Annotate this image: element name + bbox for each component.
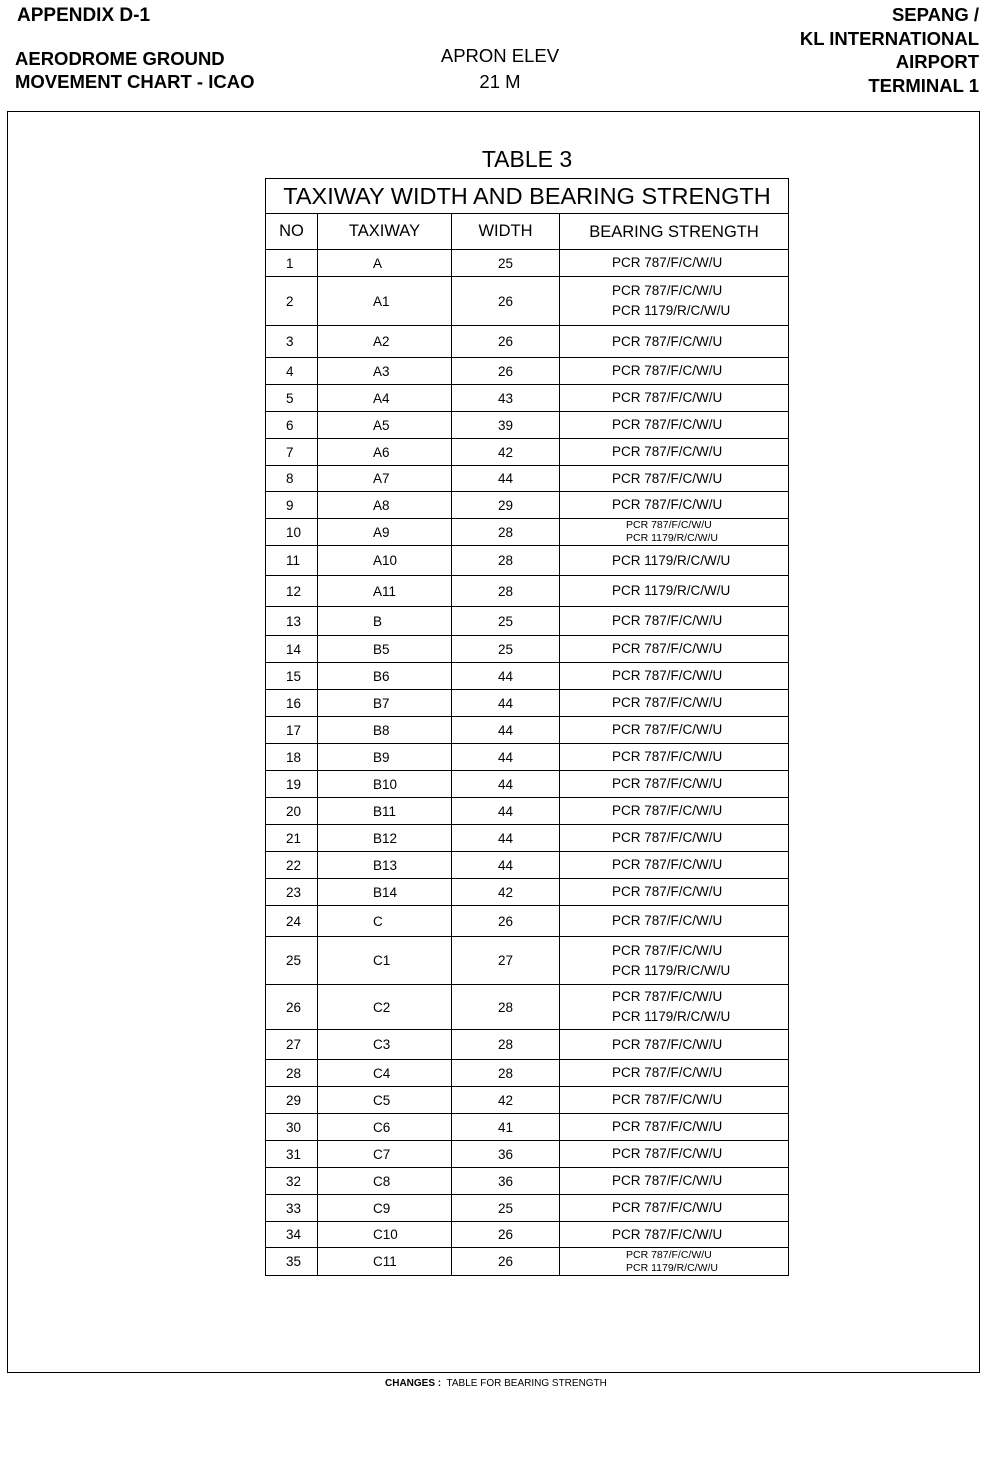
cell-no: 8 [266, 466, 318, 491]
bearing-strength-value: PCR 787/F/C/W/U [612, 1065, 723, 1080]
cell-taxiway: C [318, 906, 452, 936]
cell-taxiway: A11 [318, 576, 452, 606]
cell-width: 28 [452, 985, 560, 1029]
cell-width: 26 [452, 1222, 560, 1247]
cell-bearing-strength [560, 439, 788, 465]
cell-taxiway: C6 [318, 1114, 452, 1140]
table-row [266, 879, 788, 906]
cell-no: 10 [266, 519, 318, 545]
cell-taxiway: A8 [318, 492, 452, 518]
cell-taxiway: C8 [318, 1168, 452, 1194]
cell-width: 44 [452, 798, 560, 824]
appendix-label: APPENDIX D-1 [17, 5, 151, 26]
cell-width: 26 [452, 277, 560, 325]
cell-bearing-strength [560, 1087, 788, 1113]
cell-bearing-strength [560, 326, 788, 357]
cell-no: 3 [266, 326, 318, 357]
table-row [266, 1087, 788, 1114]
cell-width: 25 [452, 607, 560, 635]
cell-taxiway: B9 [318, 744, 452, 770]
cell-bearing-strength [560, 1060, 788, 1086]
table-row [266, 825, 788, 852]
cell-taxiway: B7 [318, 690, 452, 716]
changes-label: CHANGES : [385, 1378, 442, 1389]
table-header-row [266, 214, 788, 250]
cell-width: 29 [452, 492, 560, 518]
table-row [266, 277, 788, 326]
column-header-taxiway: TAXIWAY [318, 214, 452, 249]
cell-taxiway: A9 [318, 519, 452, 545]
cell-no: 31 [266, 1141, 318, 1167]
bearing-strength-value: PCR 787/F/C/W/U [612, 390, 723, 405]
table-row [266, 1030, 788, 1060]
cell-no: 21 [266, 825, 318, 851]
bearing-strength-value: PCR 1179/R/C/W/U [612, 1009, 731, 1024]
cell-bearing-strength [560, 717, 788, 743]
cell-width: 44 [452, 771, 560, 797]
cell-taxiway: B11 [318, 798, 452, 824]
cell-width: 25 [452, 636, 560, 662]
table-row [266, 358, 788, 385]
column-header-width: WIDTH [452, 214, 560, 249]
cell-width: 44 [452, 663, 560, 689]
cell-no: 22 [266, 852, 318, 878]
cell-bearing-strength [560, 937, 788, 984]
cell-taxiway: B [318, 607, 452, 635]
cell-bearing-strength [560, 636, 788, 662]
cell-no: 13 [266, 607, 318, 635]
cell-bearing-strength [560, 607, 788, 635]
cell-bearing-strength [560, 546, 788, 575]
table-row [266, 690, 788, 717]
cell-bearing-strength [560, 385, 788, 411]
cell-taxiway: C4 [318, 1060, 452, 1086]
cell-taxiway: A1 [318, 277, 452, 325]
table-row [266, 906, 788, 937]
cell-width: 26 [452, 326, 560, 357]
cell-no: 29 [266, 1087, 318, 1113]
cell-taxiway: A10 [318, 546, 452, 575]
cell-taxiway: C9 [318, 1195, 452, 1221]
cell-bearing-strength [560, 1195, 788, 1221]
cell-no: 14 [266, 636, 318, 662]
cell-bearing-strength [560, 879, 788, 905]
cell-taxiway: B6 [318, 663, 452, 689]
table-row [266, 663, 788, 690]
bearing-strength-value: PCR 787/F/C/W/U [612, 363, 723, 378]
cell-bearing-strength [560, 277, 788, 325]
cell-no: 25 [266, 937, 318, 984]
cell-width: 26 [452, 906, 560, 936]
cell-bearing-strength [560, 576, 788, 606]
cell-width: 41 [452, 1114, 560, 1140]
cell-bearing-strength [560, 519, 788, 545]
cell-no: 6 [266, 412, 318, 438]
cell-no: 11 [266, 546, 318, 575]
cell-taxiway: A6 [318, 439, 452, 465]
chart-title-line-1: AERODROME GROUND [15, 48, 225, 69]
cell-no: 2 [266, 277, 318, 325]
table-row [266, 1114, 788, 1141]
bearing-strength-value: PCR 787/F/C/W/U [612, 722, 723, 737]
bearing-strength-value: PCR 787/F/C/W/U [612, 417, 723, 432]
bearing-strength-value: PCR 787/F/C/W/U [612, 444, 723, 459]
cell-bearing-strength [560, 663, 788, 689]
cell-bearing-strength [560, 852, 788, 878]
cell-taxiway: C5 [318, 1087, 452, 1113]
cell-width: 42 [452, 1087, 560, 1113]
cell-bearing-strength [560, 492, 788, 518]
cell-bearing-strength [560, 771, 788, 797]
table-row [266, 1222, 788, 1248]
cell-no: 35 [266, 1248, 318, 1275]
cell-taxiway: B8 [318, 717, 452, 743]
cell-width: 28 [452, 1060, 560, 1086]
cell-taxiway: C1 [318, 937, 452, 984]
cell-width: 44 [452, 852, 560, 878]
bearing-strength-value: PCR 787/F/C/W/U [612, 913, 723, 928]
bearing-strength-value: PCR 787/F/C/W/U [612, 1119, 723, 1134]
bearing-strength-value: PCR 787/F/C/W/U [612, 641, 723, 656]
cell-taxiway: C11 [318, 1248, 452, 1275]
cell-width: 28 [452, 1030, 560, 1059]
bearing-strength-value: PCR 787/F/C/W/U [626, 519, 712, 531]
cell-taxiway: A4 [318, 385, 452, 411]
cell-taxiway: A [318, 250, 452, 276]
cell-bearing-strength [560, 412, 788, 438]
cell-no: 32 [266, 1168, 318, 1194]
cell-bearing-strength [560, 690, 788, 716]
table-row [266, 985, 788, 1030]
cell-bearing-strength [560, 1222, 788, 1247]
cell-no: 18 [266, 744, 318, 770]
chart-title [15, 47, 254, 93]
table-row [266, 798, 788, 825]
table-row [266, 852, 788, 879]
cell-width: 42 [452, 439, 560, 465]
bearing-strength-value: PCR 1179/R/C/W/U [626, 532, 718, 544]
cell-bearing-strength [560, 1168, 788, 1194]
cell-bearing-strength [560, 798, 788, 824]
table-row [266, 412, 788, 439]
cell-bearing-strength [560, 1114, 788, 1140]
bearing-strength-value: PCR 787/F/C/W/U [612, 1173, 723, 1188]
cell-no: 19 [266, 771, 318, 797]
table-row [266, 466, 788, 492]
cell-bearing-strength [560, 825, 788, 851]
cell-taxiway: C7 [318, 1141, 452, 1167]
bearing-strength-value: PCR 1179/R/C/W/U [612, 303, 731, 318]
cell-width: 44 [452, 825, 560, 851]
bearing-strength-value: PCR 787/F/C/W/U [612, 255, 723, 270]
cell-taxiway: C3 [318, 1030, 452, 1059]
apron-elev-value: 21 M [479, 71, 521, 92]
chart-title-line-2: MOVEMENT CHART - ICAO [15, 71, 255, 92]
cell-no: 9 [266, 492, 318, 518]
cell-no: 7 [266, 439, 318, 465]
cell-taxiway: C10 [318, 1222, 452, 1247]
cell-no: 28 [266, 1060, 318, 1086]
bearing-strength-value: PCR 787/F/C/W/U [612, 803, 723, 818]
table-body [266, 250, 788, 1275]
bearing-strength-value: PCR 1179/R/C/W/U [612, 583, 731, 598]
bearing-strength-value: PCR 787/F/C/W/U [612, 613, 723, 628]
location-line-3: AIRPORT [895, 51, 979, 72]
bearing-strength-value: PCR 1179/R/C/W/U [626, 1261, 718, 1274]
table-row [266, 385, 788, 412]
table-row [266, 439, 788, 466]
cell-width: 36 [452, 1141, 560, 1167]
bearing-strength-value: PCR 787/F/C/W/U [612, 749, 723, 764]
cell-bearing-strength [560, 1141, 788, 1167]
bearing-strength-value: PCR 787/F/C/W/U [612, 668, 723, 683]
table-row [266, 744, 788, 771]
cell-taxiway: A2 [318, 326, 452, 357]
cell-width: 44 [452, 717, 560, 743]
cell-taxiway: B14 [318, 879, 452, 905]
cell-width: 25 [452, 250, 560, 276]
cell-no: 24 [266, 906, 318, 936]
changes-note [385, 1378, 607, 1389]
bearing-strength-value: PCR 787/F/C/W/U [612, 333, 723, 349]
airport-location [800, 3, 979, 97]
cell-no: 16 [266, 690, 318, 716]
cell-no: 34 [266, 1222, 318, 1247]
cell-width: 42 [452, 879, 560, 905]
cell-width: 26 [452, 358, 560, 384]
cell-width: 28 [452, 576, 560, 606]
cell-taxiway: C2 [318, 985, 452, 1029]
table-row [266, 771, 788, 798]
cell-bearing-strength [560, 466, 788, 491]
cell-bearing-strength [560, 1248, 788, 1275]
table-row [266, 1168, 788, 1195]
table-row [266, 607, 788, 636]
cell-taxiway: A3 [318, 358, 452, 384]
cell-no: 30 [266, 1114, 318, 1140]
cell-taxiway: B10 [318, 771, 452, 797]
table-row [266, 1060, 788, 1087]
bearing-strength-value: PCR 787/F/C/W/U [612, 283, 723, 298]
cell-taxiway: B5 [318, 636, 452, 662]
bearing-strength-value: PCR 787/F/C/W/U [612, 942, 723, 958]
cell-no: 23 [266, 879, 318, 905]
bearing-strength-value: PCR 787/F/C/W/U [612, 1146, 723, 1161]
cell-bearing-strength [560, 1030, 788, 1059]
cell-no: 20 [266, 798, 318, 824]
location-line-2: KL INTERNATIONAL [799, 27, 979, 49]
bearing-strength-value: PCR 787/F/C/W/U [612, 830, 723, 845]
cell-bearing-strength [560, 744, 788, 770]
apron-elevation [420, 43, 580, 95]
changes-text: TABLE FOR BEARING STRENGTH [446, 1378, 607, 1389]
cell-taxiway: B13 [318, 852, 452, 878]
table-row [266, 937, 788, 985]
bearing-strength-value: PCR 787/F/C/W/U [612, 1092, 723, 1107]
cell-bearing-strength [560, 906, 788, 936]
table-caption: TABLE 3 [481, 146, 573, 172]
cell-width: 44 [452, 466, 560, 491]
table-row [266, 1248, 788, 1275]
cell-width: 27 [452, 937, 560, 984]
apron-elev-label: APRON ELEV [440, 45, 560, 66]
table-title: TAXIWAY WIDTH AND BEARING STRENGTH [266, 179, 788, 214]
table-row [266, 1195, 788, 1222]
cell-no: 17 [266, 717, 318, 743]
cell-no: 27 [266, 1030, 318, 1059]
cell-no: 26 [266, 985, 318, 1029]
table-row [266, 519, 788, 546]
bearing-strength-value: PCR 787/F/C/W/U [612, 470, 723, 486]
cell-width: 44 [452, 744, 560, 770]
cell-width: 25 [452, 1195, 560, 1221]
cell-width: 39 [452, 412, 560, 438]
cell-no: 15 [266, 663, 318, 689]
cell-taxiway: A5 [318, 412, 452, 438]
cell-no: 12 [266, 576, 318, 606]
bearing-strength-value: PCR 787/F/C/W/U [612, 1226, 723, 1242]
cell-bearing-strength [560, 985, 788, 1029]
bearing-strength-value: PCR 1179/R/C/W/U [612, 552, 731, 568]
bearing-strength-value: PCR 787/F/C/W/U [612, 1200, 723, 1215]
bearing-strength-value: PCR 787/F/C/W/U [626, 1248, 712, 1261]
bearing-strength-value: PCR 787/F/C/W/U [612, 776, 723, 791]
column-header-bearing-strength: BEARING STRENGTH [589, 222, 759, 241]
bearing-strength-value: PCR 787/F/C/W/U [612, 497, 723, 512]
cell-width: 28 [452, 519, 560, 545]
cell-width: 36 [452, 1168, 560, 1194]
table-row [266, 636, 788, 663]
location-line-1: SEPANG / [891, 4, 979, 25]
cell-bearing-strength [560, 250, 788, 276]
cell-bearing-strength [560, 358, 788, 384]
cell-width: 44 [452, 690, 560, 716]
table-row [266, 576, 788, 607]
table-row [266, 492, 788, 519]
table-row [266, 326, 788, 358]
location-line-4: TERMINAL 1 [868, 74, 979, 96]
cell-taxiway: B12 [318, 825, 452, 851]
column-header-no: NO [266, 214, 318, 249]
taxiway-table [265, 178, 789, 1276]
bearing-strength-value: PCR 1179/R/C/W/U [612, 962, 731, 978]
cell-no: 1 [266, 250, 318, 276]
cell-no: 33 [266, 1195, 318, 1221]
bearing-strength-value: PCR 787/F/C/W/U [612, 989, 723, 1004]
bearing-strength-value: PCR 787/F/C/W/U [612, 884, 723, 899]
cell-no: 4 [266, 358, 318, 384]
cell-width: 28 [452, 546, 560, 575]
cell-width: 43 [452, 385, 560, 411]
bearing-strength-value: PCR 787/F/C/W/U [612, 695, 723, 710]
cell-width: 26 [452, 1248, 560, 1275]
table-row [266, 717, 788, 744]
table-row [266, 250, 788, 277]
table-row [266, 546, 788, 576]
cell-taxiway: A7 [318, 466, 452, 491]
cell-no: 5 [266, 385, 318, 411]
table-row [266, 1141, 788, 1168]
bearing-strength-value: PCR 787/F/C/W/U [612, 857, 723, 872]
bearing-strength-value: PCR 787/F/C/W/U [612, 1036, 723, 1052]
